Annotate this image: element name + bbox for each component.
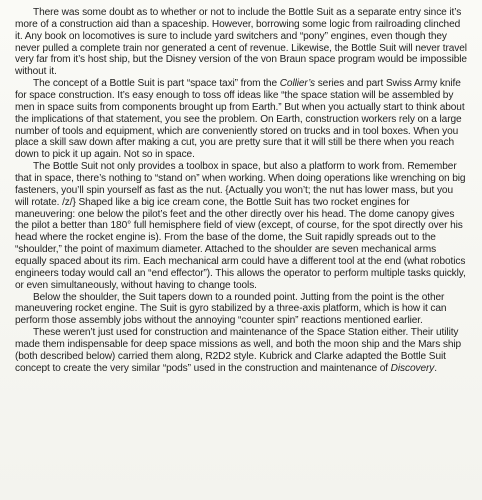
colliers-title: Collier’s [279,78,315,90]
paragraph-1-text: There was some doubt as to whether or not to include the Bottle Suit as a separate entry since it’s more of a construction aid than a spaceship. However, borrowing some logic from railroading clinched it. Any book on locomotives is sure to include yard switchers and “pony” engines, even though they never pulled a complete train nor generated a cent of revenue. Likewise, the Bottle Suit will never travel very far from it’s host ship, but the Disney version of the von Braun space program would be impossible without it. [15,7,467,78]
document-body [15,7,468,375]
paragraph-5-text-b: . [434,362,437,374]
paragraph-4-text: Below the shoulder, the Suit tapers down to a rounded point. Jutting from the point is the other maneuvering rocket engine. The Suit is gyro stabilized by a three-axis platform, which is how it can perform those assembly jobs without the annoying “counter spin” reactions mentioned earlier. [15,291,447,327]
paragraph-3 [15,161,468,291]
paragraph-5 [15,327,468,374]
paragraph-1 [15,7,468,78]
paragraph-5-text-a: These weren’t just used for construction and maintenance of the Space Station either. Their utility made them indispensable for deep space missions as well, and both the moon ship and the Mars ship (both described below) carried them along, R2D2 style. Kubrick and Clarke adapted the Bottle Suit concept to create the very similar “pods” used in the construction and maintenance of [15,327,462,374]
paragraph-2-text-a: The concept of a Bottle Suit is part “space taxi” from the [33,78,280,90]
paragraph-4 [15,292,468,328]
paragraph-2-text-b: series and part Swiss Army knife for space construction. It’s easy enough to toss off ideas like “the space station will be assembled by men in space suits from components brought up from Earth.” But when you actually start to think about the implications of that statement, you see the problem. On Earth, construction workers rely on a large number of tools and equipment, which are conveniently stored on trucks and in tool boxes. When you place a skill saw down after making a cut, you are pretty sure that it will still be there when you reach down to pick it up again. Not so in space. [15,78,465,161]
paragraph-3-text: The Bottle Suit not only provides a toolbox in space, but also a platform to work from. Remember that in space, there’s nothing to “stand on” when working. When doing operations like wrenching on big fasteners, you’ll spin yourself as fast as the nut. {Actually you won’t; the nut has lower mass, but you will rotate. /z/} Shaped like a big ice cream cone, the Bottle Suit has two rocket engines for maneuvering: one below the pilot’s feet and the other directly over his head. The dome canopy gives the pilot a better than 180° full hemisphere field of view (except, of course, for the spot directly over his head where the rocket engine is). From the base of the dome, the Suit rapidly spreads out to the “shoulder,” the point of maximum diameter. Attached to the shoulder are seven mechanical arms equally spaced about its rim. Each mechanical arm could have a different tool at the end (what robotics engineers today would call an “end effector”). This allows the operator to perform multiple tasks quickly, or even simultaneously, without having to change tools. [15,161,466,291]
paragraph-2 [15,78,468,161]
discovery-title: Discovery [390,362,435,374]
